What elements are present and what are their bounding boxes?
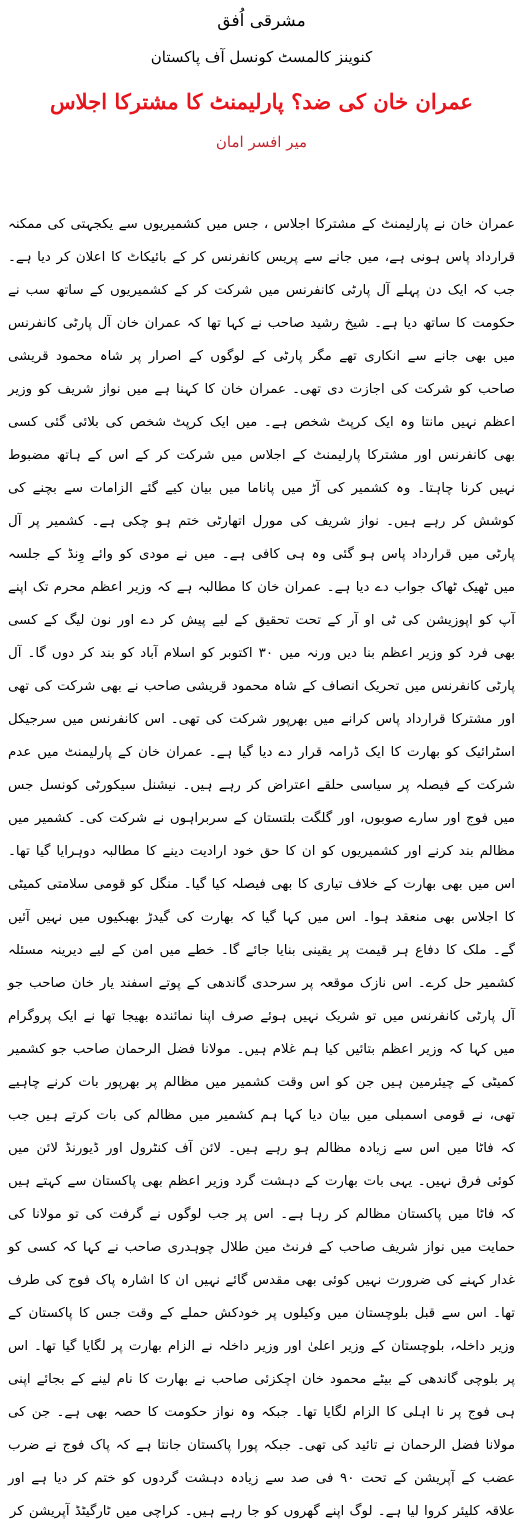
article-header [8,0,515,158]
headline: عمران خان کی ضد؟ پارلیمنٹ کا مشترکا اجلاس [50,89,473,114]
byline: میر افسر امان [215,133,308,151]
author-title: کنوینز کالمسٹ کونسل آف پاکستان [150,48,373,66]
column-name: مشرقی اُفق [217,11,306,31]
article-paragraph: عمران خان نے پارلیمنٹ کے مشترکا اجلاس ، جس میں کشمیریوں سے یکجہتی کی ممکنہ قرارداد پاس ہونی ہے، میں جانے سے پریس کانفرنس کر کے بائیکاٹ کا اعلان کر دیا ہے۔ جب کہ ایک دن پہلے آل پارٹی کانفرنس میں شرکت کر کے کشمیریوں کے ساتھ سب نے حکومت کا ساتھ دیا ہے۔ شیخ رشید صاحب نے کہا تھا کہ عمران خان آل پارٹی کانفرنس میں بھی جانے سے انکاری تھے مگر پارٹی کے لوگوں کے اصرار پر شاہ محمود قریشی صاحب کو شرکت کی اجازت دی تھی۔ عمران خان کا کہنا ہے میں نواز شریف کو وزیر اعظم نہیں مانتا وہ ایک کرپٹ شخص ہے۔ میں ایک کرپٹ شخص کی بلائی گئی کسی بھی کانفرنس اور مشترکا پارلیمنٹ کے اجلاس میں شرکت کر کے اس کے ہاتھ مضبوط نہیں کرنا چاہتا۔ وہ کشمیر کی آڑ میں پاناما میں بیان کیے گئے الزامات سے بچنے کی کوشش کر رہے ہیں۔ نواز شریف کی مورل اتھارٹی ختم ہو چکی ہے۔ کشمیر پر آل پارٹی میں قرارداد پاس ہو گئی وہ ہی کافی ہے۔ میں نے مودی کو وائے وِنڈ کے جلسہ میں ٹھیک ٹھاک جواب دے دیا ہے۔ عمران خان کا مطالبہ ہے کہ وزیر اعظم محرم تک اپنے آپ کو اپوزیشن کی ٹی او آر کے تحت تحقیق کے لیے پیش کر دے اور نون لیگ کے کسی بھی فرد کو وزیر اعظم بنا دیں ورنہ میں ۳۰ اکتوبر کو اسلام آباد کو بند کر دوں گا۔ آل پارٹی کانفرنس میں تحریک انصاف کے شاہ محمود قریشی صاحب نے بھی شرکت کی تھی اور مشترکا قرارداد پاس کرانے میں بھرپور شرکت کی تھی۔ اس کانفرنس میں سرجیکل اسٹرائیک کو بھارت کا ایک ڈرامہ قرار دے دیا گیا ہے۔ عمران خان کے پارلیمنٹ میں عدم شرکت کے فیصلہ پر سیاسی حلقے اعتراض کر رہے ہیں۔ نیشنل سیکورٹی کونسل جس میں فوج اور سارے صوبوں، اور گلگت بلتستان کے سربراہوں نے شرکت کی۔ کشمیر میں مظالم بند کرنے اور کشمیریوں کو ان کا حق خود ارادیت دینے کا مطالبہ دوہرایا گیا تھا۔ اس میں بھی بھارت کے خلاف تیاری کا بھی فیصلہ کیا گیا۔ منگل کو قومی سلامتی کمیٹی کا اجلاس بھی منعقد ہوا۔ اس میں کہا گیا کہ بھارت کی گیدڑ بھبکیوں میں نہیں آئیں گے۔ ملک کا دفاع ہر قیمت پر یقینی بنایا جائے گا۔ خطے میں امن کے لیے دیرینہ مسئلہ کشمیر حل کرے۔ اس نازک موقعہ پر سرحدی گاندھی کے پوتے اسفند یار خان صاحب جو آل پارٹی کانفرنس میں تو شریک نہیں ہوئے صرف اپنا نمائندہ بھیجا تھا نے ایک پروگرام میں کہا کہ وزیر اعظم بتائیں کیا ہم غلام ہیں۔ مولانا فضل الرحمان صاحب جو کشمیر کمیٹی کے چیئرمین ہیں جن کو اس وقت کشمیر میں مظالم پر بھرپور بات کرنے چاہیے تھی، نے قومی اسمبلی میں بیان دیا کہا ہم کشمیر میں مظالم کی بات کرتے ہیں جب کہ فاٹا میں اس سے زیادہ مظالم ہو رہے ہیں۔ لائن آف کنٹرول اور ڈیورنڈ لائن میں کوئی فرق نہیں۔ یہی بات بھارت کے دہشت گرد وزیر اعظم بھی پاکستان سے کہتے ہیں کہ فاٹا میں پاکستان مظالم کر رہا ہے۔ اس پر جب لوگوں نے گرفت کی تو مولانا کی حمایت میں نواز شریف صاحب کے فرنٹ مین طلال چوہدری صاحب نے کہا کہ کسی کو غدار کہنے کی ضرورت نہیں کوئی بھی مقدس گائے نہیں ان کا اشارہ پاک فوج کی طرف تھا۔ اس سے قبل بلوچستان میں وکیلوں پر خودکش حملے کے وقت جس کا پاکستان کے وزیر داخلہ، بلوچستان کے وزیر اعلیٰ اور وزیر داخلہ نے الزام بھارت پر لگایا گیا تھا۔ اس پر بلوچی گاندھی کے بیٹے محمود خان اچکزئی صاحب نے بھارت کا نام لینے کے بجائے اپنی ہی فوج پر نا اہلی کا الزام لگایا تھا۔ جبکہ وہ نواز حکومت کا حصہ بھی ہے۔ جن کی مولانا فضل الرحمان نے تائید کی تھی۔ جبکہ پورا پاکستان جانتا ہے کہ پاک فوج نے ضرب عضب کے آپریشن کے تحت ۹۰ فی صد سے زیادہ دہشت گردوں کو ختم کر دیا ہے اور علاقہ کلیئر کروا لیا ہے۔ لوگ اپنے گھروں کو جا رہے ہیں۔ کراچی میں ٹارگیٹڈ آپریشن کر [8,217,515,1519]
article-body [8,208,515,1528]
